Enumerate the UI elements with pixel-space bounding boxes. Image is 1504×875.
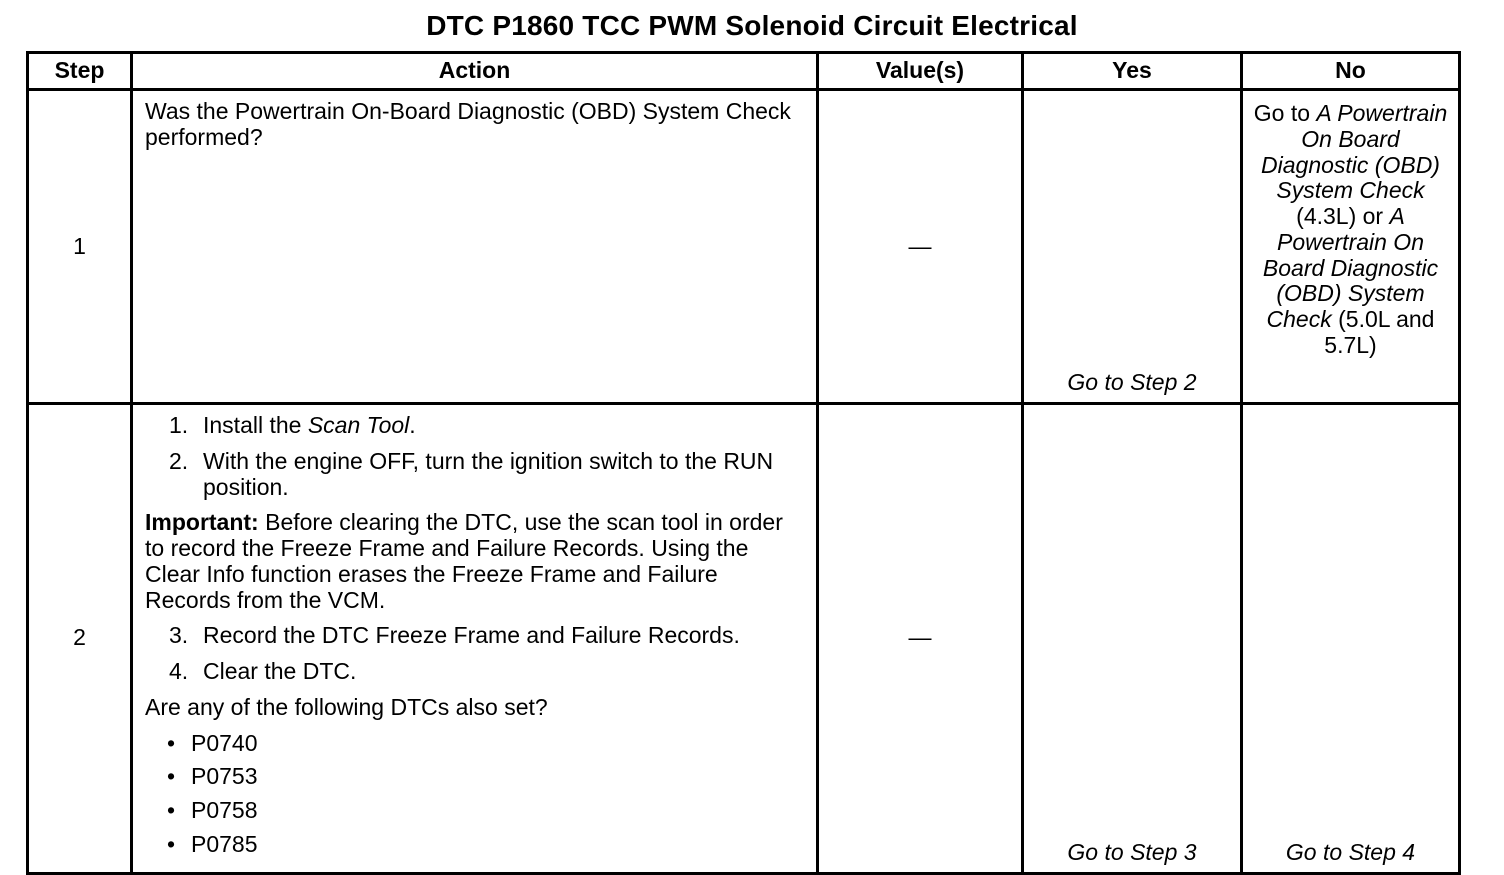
bullet-icon: • (167, 797, 176, 823)
list-item (167, 731, 806, 757)
action-cell (132, 404, 818, 874)
step-index: 2. (169, 447, 189, 474)
value-cell (818, 90, 1023, 404)
no-go-to: Go to (1253, 100, 1317, 126)
step-index: 4. (169, 658, 189, 684)
important-label: Important: (145, 509, 259, 536)
list-item (167, 832, 806, 858)
no-link-a[interactable]: A (1316, 100, 1331, 126)
step-index: 1. (169, 412, 189, 438)
value-dash: — (908, 232, 932, 259)
bullet-icon: • (167, 763, 176, 790)
scan-tool-link[interactable]: Scan Tool (307, 412, 410, 438)
no-suffix-43: (4.3L) or (1296, 203, 1390, 229)
yes-link[interactable]: Go to Step 2 (1023, 90, 1242, 404)
dtc-code: P0758 (191, 797, 258, 823)
step-text: Record the DTC Freeze Frame and Failure Records. (203, 622, 740, 649)
step-text-end: . (409, 412, 416, 438)
header-no: No (1242, 53, 1460, 90)
list-item (167, 798, 806, 824)
table-row (28, 90, 1460, 404)
page-title: DTC P1860 TCC PWM Solenoid Circuit Electrical (426, 10, 1078, 41)
dtc-list (145, 731, 806, 858)
step-number: 1 (28, 90, 132, 404)
action-step (169, 413, 806, 439)
bullet-icon: • (167, 830, 176, 857)
action-step (169, 623, 806, 649)
no-link[interactable]: Go to Step 4 (1242, 404, 1460, 874)
diagnostic-table (26, 51, 1461, 875)
list-item (167, 764, 806, 790)
action-step (169, 659, 806, 685)
dtc-code: P0740 (191, 729, 258, 756)
important-note (145, 510, 806, 613)
no-cell (1242, 90, 1460, 404)
action-steps-list (145, 413, 806, 500)
header-action: Action (132, 53, 818, 90)
header-yes: Yes (1023, 53, 1242, 90)
no-link-obd-50[interactable]: A Powertrain On Board Diagnostic (OBD) System Check (1262, 203, 1439, 332)
value-dash: — (908, 624, 932, 651)
dtc-question: Are any of the following DTCs also set? (145, 693, 548, 720)
no-link-obd-43[interactable]: Powertrain On Board Diagnostic (OBD) System Check (1261, 100, 1448, 204)
step-text: With the engine OFF, turn the ignition switch to the RUN position. (203, 447, 774, 500)
table-row (28, 404, 1460, 874)
table-header-row (28, 53, 1460, 90)
important-text: Before clearing the DTC, use the scan tool in order to record the Freeze Frame and Failure Records. Using the Clear Info function erases the Freeze Frame and Failure Records from the VCM. (145, 509, 783, 613)
header-step: Step (28, 53, 132, 90)
no-suffix-50: (5.0L and 5.7L) (1324, 306, 1435, 358)
step-number: 2 (28, 404, 132, 874)
dtc-code: P0753 (191, 763, 258, 790)
yes-link[interactable]: Go to Step 3 (1023, 404, 1242, 874)
value-cell (818, 404, 1023, 874)
step-index: 3. (169, 622, 189, 649)
action-step (169, 449, 806, 501)
action-steps-list (145, 623, 806, 685)
step-text: Clear the DTC. (203, 658, 357, 684)
bullet-icon: • (167, 729, 176, 756)
header-values: Value(s) (818, 53, 1023, 90)
dtc-code: P0785 (191, 830, 258, 857)
step-text: Install the (203, 412, 308, 438)
action-text: Was the Powertrain On-Board Diagnostic (OBD) System Check performed? (132, 90, 818, 404)
